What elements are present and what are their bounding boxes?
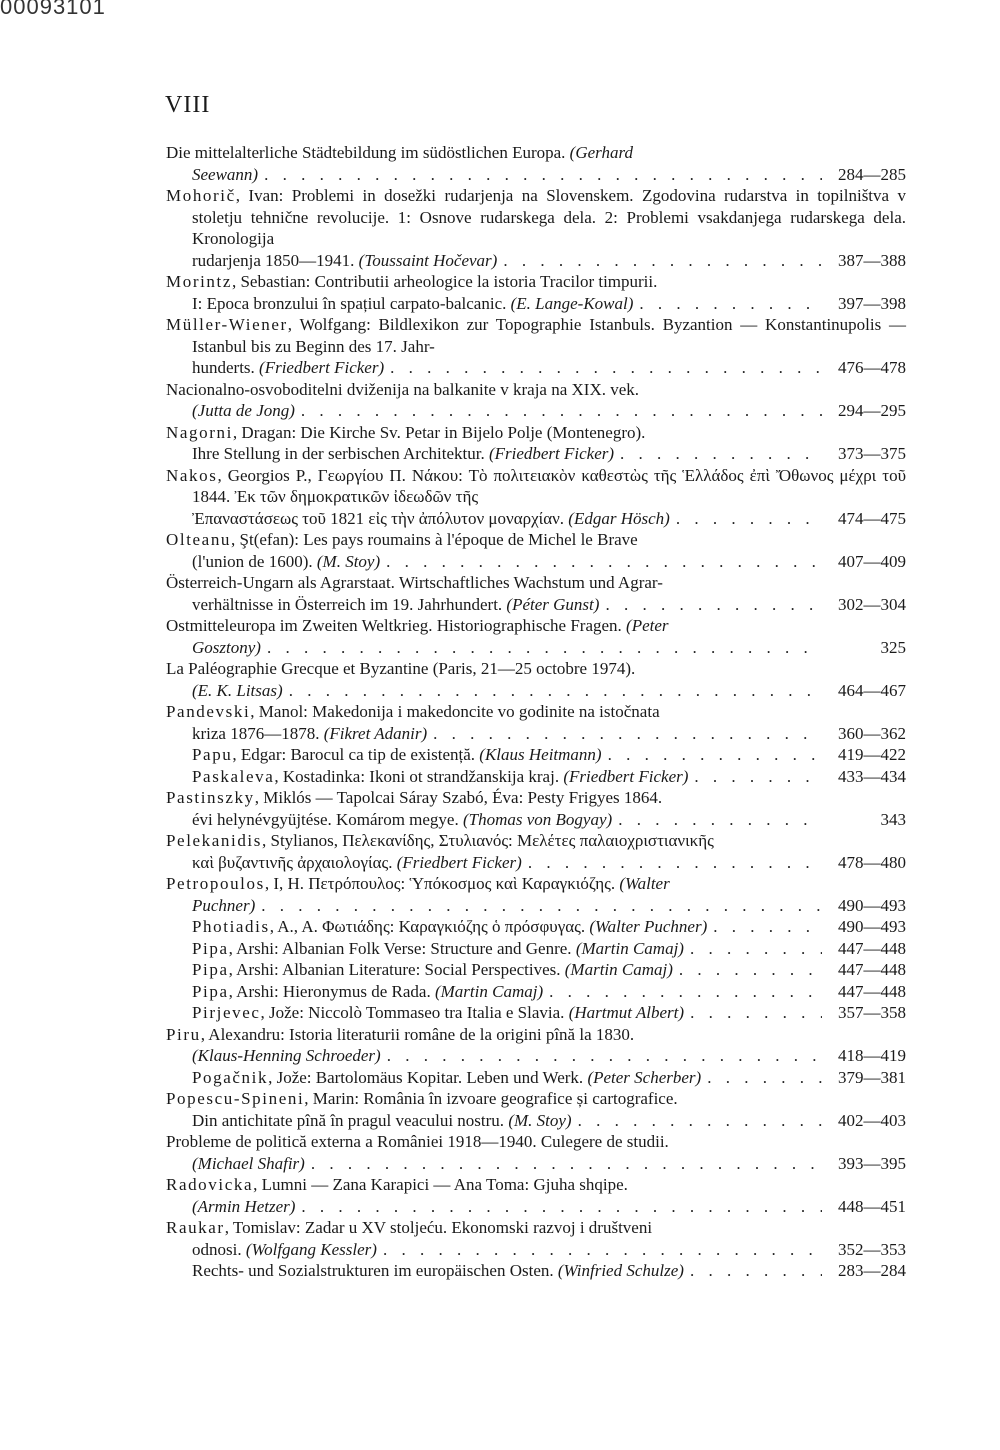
bibliography-entry: [166, 1174, 906, 1217]
entry-line-text: [192, 508, 670, 530]
bibliography-entry: [166, 830, 906, 873]
entry-pages: 402—403: [838, 1110, 906, 1130]
entry-reviewer: (Gerhard: [569, 143, 633, 162]
entry-pages: 490—493: [838, 895, 906, 915]
entry-author: Morintz: [166, 272, 232, 291]
entry-title-text: Nacionalno-osvoboditelni dviženija na balkanite v kraja na XIX. vek.: [166, 379, 640, 399]
entry-line-content: , Kostadinka: Ikoni ot strandžanskija kraj.: [274, 766, 564, 786]
entry-title: [166, 314, 906, 357]
entry-title: [166, 830, 906, 852]
entry-last-line: [192, 1153, 906, 1175]
dot-leaders: [301, 1196, 822, 1218]
bibliography-entry: [166, 185, 906, 271]
entry-line-text: [192, 1067, 701, 1089]
entry-reviewer: Puchner): [192, 895, 256, 915]
entry-reviewer: (Martin Camaj): [575, 938, 684, 958]
entry-title: [166, 379, 906, 401]
entry-title-text: Ostmitteleuropa im Zweiten Weltkrieg. Historiographische Fragen.: [166, 616, 627, 635]
entry-title: [166, 787, 906, 809]
entry-title-text: , Ivan: Problemi in dosežki rudarjenja na Slovenskem. Zgodovina rudarstva in topilništva v stoletju tehnične revolucije. 1: Osnove rudarskega dela. 2: Problemi vsakdanjega rudarskega dela. Kronologija: [192, 186, 906, 248]
entry-title: [166, 422, 906, 444]
bibliography-entry: [166, 787, 906, 830]
entry-line-content: , A., A. Φωτιάδης: Καραγκιόζης ὁ πρόσφυγας.: [269, 917, 590, 936]
scan-id: 00093101: [0, 0, 106, 19]
entry-last-line: [192, 1260, 906, 1282]
entry-pages: 447—448: [838, 981, 906, 1001]
entry-reviewer: (Friedbert Ficker): [488, 444, 615, 463]
entry-title: [166, 1174, 906, 1196]
entry-reviewer: (Friedbert Ficker): [396, 852, 522, 872]
entry-reviewer: (Friedbert Ficker): [259, 358, 385, 377]
entry-author: Photiadis: [192, 917, 270, 936]
entry-author: Nagorni: [166, 422, 233, 442]
entry-title: [166, 1131, 906, 1153]
dot-leaders: [386, 551, 822, 573]
entry-reviewer: (Walter: [619, 874, 670, 893]
entry-pages: 447—448: [838, 960, 906, 979]
bibliography-entry: [166, 658, 906, 701]
entry-title: [166, 873, 906, 895]
bibliography-entry: [166, 1088, 906, 1131]
entry-title-text: , Tomislav: Zadar u XV stoljeću. Ekonomski razvoj i društveni: [224, 1218, 653, 1237]
entry-line-text: [192, 357, 384, 379]
entry-pages: 407—409: [838, 551, 906, 571]
entry-last-line: [192, 1110, 906, 1132]
entry-reviewer: (Klaus Heitmann): [479, 745, 602, 764]
bibliography-entry: [166, 1067, 906, 1089]
entry-pages: 448—451: [838, 1196, 906, 1216]
dot-leaders: [676, 508, 822, 530]
entry-last-line: [192, 680, 906, 702]
dot-leaders: [264, 164, 822, 186]
entry-pages: 387—388: [838, 250, 906, 270]
dot-leaders: [639, 293, 822, 315]
dot-leaders: [528, 852, 822, 874]
entry-title: [166, 1088, 906, 1110]
bibliography-entry: [166, 1217, 906, 1260]
entry-last-line: [192, 400, 906, 422]
entry-last-line: [192, 443, 906, 465]
entry-line-text: [192, 895, 255, 917]
entry-pages: 490—493: [838, 917, 906, 936]
entry-title: [166, 185, 906, 250]
entry-line-content: Ihre Stellung in der serbischen Architektur.: [192, 444, 489, 463]
entry-reviewer: (Armin Hetzer): [192, 1196, 296, 1216]
entry-reviewer: (Martin Camaj): [434, 981, 544, 1001]
entry-title-text: Österreich-Ungarn als Agrarstaat. Wirtschaftliches Wachstum und Agrar-: [166, 573, 663, 592]
entry-line-text: [192, 959, 673, 981]
entry-last-line: [192, 164, 906, 186]
entry-pages: 476—478: [838, 358, 906, 377]
entry-pages: 418—419: [838, 1046, 906, 1065]
entry-line-content: καὶ βυζαντινῆς ἀρχαιολογίας.: [192, 852, 397, 872]
entry-last-line: [192, 508, 906, 530]
entry-line-text: [192, 1110, 572, 1132]
entry-pages: 478—480: [838, 852, 906, 872]
entry-title: [166, 529, 906, 551]
entry-title-text: , Miklós — Tapolcai Sáray Szabó, Éva: Pesty Frigyes 1864.: [254, 788, 663, 807]
dot-leaders: [605, 594, 822, 616]
dot-leaders: [713, 916, 822, 938]
entry-author: Pipa: [192, 938, 229, 958]
entry-line-content: rudarjenja 1850—1941.: [192, 250, 359, 270]
dot-leaders: [620, 443, 822, 465]
entry-title-text: , Manol: Makedonija i makedoncite vo godinite na istočnata: [250, 702, 660, 721]
entry-pages: 284—285: [838, 164, 906, 184]
entry-reviewer: (Peter Scherber): [587, 1067, 702, 1087]
entry-pages: 294—295: [838, 401, 906, 420]
dot-leaders: [618, 809, 822, 831]
entry-line-text: [192, 293, 633, 315]
dot-leaders: [383, 1239, 822, 1261]
entry-line-content: Rechts- und Sozialstrukturen im europäischen Osten.: [192, 1261, 558, 1280]
bibliography-entry: [166, 142, 906, 185]
entry-author: Radovicka: [166, 1175, 254, 1194]
entry-author: Pogačnik: [192, 1067, 269, 1087]
entry-pages: 464—467: [838, 680, 906, 700]
entry-reviewer: (Klaus-Henning Schroeder): [192, 1046, 381, 1065]
entry-line-content: , Jože: Bartolomäus Kopitar. Leben und Werk.: [268, 1067, 588, 1087]
entry-line-text: [192, 594, 599, 616]
entry-reviewer: (M. Stoy): [316, 551, 381, 571]
dot-leaders: [690, 1002, 822, 1024]
dot-leaders: [679, 959, 822, 981]
bibliography-entry: [166, 1260, 906, 1282]
entry-pages: 397—398: [838, 293, 906, 313]
dot-leaders: [301, 400, 822, 422]
entry-pages: 433—434: [838, 766, 906, 786]
entry-pages: 360—362: [838, 723, 906, 743]
entry-title-text: , I, H. Πετρόπουλος: Ὑπόκοσμος καὶ Καραγκιόζης.: [264, 874, 620, 893]
entry-title-text: , Wolfgang: Bildlexikon zur Topographie Istanbuls. Byzantion — Konstantinupolis — Istanbul bis zu Beginn des 17. Jahr-: [192, 315, 906, 356]
entry-line-text: [192, 766, 688, 788]
entry-reviewer: Seewann): [192, 164, 259, 184]
entry-pages: 283—284: [838, 1261, 906, 1280]
entry-line-content: , Edgar: Barocul ca tip de existență.: [232, 745, 480, 764]
entry-last-line: [192, 551, 906, 573]
entry-reviewer: (Peter: [626, 616, 669, 635]
entry-title-text: , Stylianos, Πελεκανίδης, Στυλιανός: Μελέτες παλαιοχριστιανικῆς: [261, 831, 714, 850]
entry-line-content: Din antichitate pînă în pragul veacului nostru.: [192, 1110, 509, 1130]
entry-line-content: hunderts.: [192, 358, 260, 377]
bibliography-entry: [166, 615, 906, 658]
bibliography-entry: [166, 766, 906, 788]
entry-author: Petropoulos: [166, 874, 265, 893]
entry-last-line: [192, 1067, 906, 1089]
entry-pages: 393—395: [838, 1153, 906, 1173]
entry-author: Pipa: [192, 981, 229, 1001]
entry-author: Mohorič: [166, 186, 236, 205]
entry-author: Pirjevec: [192, 1003, 261, 1022]
entry-last-line: [192, 959, 906, 981]
entry-pages: 325: [880, 637, 906, 657]
entry-line-text: [192, 637, 261, 659]
entry-line-text: [192, 400, 295, 422]
entry-author: Pipa: [192, 960, 229, 979]
entry-line-text: [192, 1045, 381, 1067]
entry-line-text: [192, 1196, 295, 1218]
entry-reviewer: (Wolfgang Kessler): [245, 1239, 377, 1259]
bibliography-entry: [166, 465, 906, 530]
entry-last-line: [192, 916, 906, 938]
entry-title: [166, 1217, 906, 1239]
entry-last-line: [192, 744, 906, 766]
entry-reviewer: (Péter Gunst): [506, 594, 600, 614]
bibliography-entry: [166, 916, 906, 938]
entry-author: Papu: [192, 745, 233, 764]
entry-reviewer: (Hartmut Albert): [568, 1003, 685, 1022]
dot-leaders: [289, 680, 822, 702]
entry-line-content: kriza 1876—1878.: [192, 723, 324, 743]
entry-reviewer: Gosztony): [192, 637, 261, 657]
entry-last-line: [192, 1196, 906, 1218]
entry-line-content: odnosi.: [192, 1239, 246, 1259]
bibliography-list: [166, 142, 906, 1282]
entry-line-text: [192, 680, 283, 702]
entry-title: [166, 142, 906, 164]
entry-author: Pastinszky: [166, 788, 255, 807]
entry-last-line: [192, 594, 906, 616]
entry-line-text: [192, 809, 612, 831]
entry-title-text: Die mittelalterliche Städtebildung im südöstlichen Europa.: [166, 143, 570, 162]
entry-title-text: , Alexandru: Istoria literaturii române de la origini pînă la 1830.: [200, 1024, 635, 1044]
dot-leaders: [690, 1260, 822, 1282]
entry-pages: 474—475: [838, 508, 906, 528]
bibliography-entry: [166, 314, 906, 379]
entry-title-text: , Marin: România în izvoare geografice și cartografice.: [304, 1089, 678, 1108]
entry-author: Piru: [166, 1024, 201, 1044]
entry-line-text: [192, 443, 614, 465]
bibliography-entry: [166, 379, 906, 422]
bibliography-entry: [166, 572, 906, 615]
entry-author: Raukar: [166, 1218, 225, 1237]
bibliography-entry: [166, 1002, 906, 1024]
dot-leaders: [549, 981, 822, 1003]
entry-title: [166, 1024, 906, 1046]
dot-leaders: [608, 744, 822, 766]
entry-reviewer: (E. Lange-Kowal): [510, 293, 634, 313]
entry-last-line: [192, 766, 906, 788]
dot-leaders: [311, 1153, 822, 1175]
entry-reviewer: (Winfried Schulze): [557, 1261, 684, 1280]
entry-last-line: [192, 895, 906, 917]
entry-line-content: évi helynévgyüjtése. Komárom megye.: [192, 809, 463, 829]
dot-leaders: [390, 357, 822, 379]
entry-reviewer: (Toussaint Hočevar): [358, 250, 498, 270]
entry-author: Olteanu: [166, 530, 232, 549]
entry-title: [166, 271, 906, 293]
entry-reviewer: (Fikret Adanir): [323, 723, 428, 743]
dot-leaders: [503, 250, 822, 272]
entry-line-text: [192, 250, 497, 272]
entry-line-content: verhältnisse in Österreich im 19. Jahrhundert.: [192, 594, 507, 614]
entry-line-text: [192, 551, 380, 573]
bibliography-entry: [166, 873, 906, 916]
entry-author: Paskaleva: [192, 766, 275, 786]
entry-pages: 302—304: [838, 594, 906, 614]
bibliography-entry: [166, 981, 906, 1003]
entry-title-text: , Dragan: Die Kirche Sv. Petar in Bijelo Polje (Montenegro).: [232, 422, 646, 442]
entry-title-text: , Şt(efan): Les pays roumains à l'époque de Michel le Brave: [231, 530, 638, 549]
bibliography-entry: [166, 701, 906, 744]
entry-title: [166, 465, 906, 508]
dot-leaders: [261, 895, 822, 917]
page-number: VIII: [165, 92, 211, 118]
entry-reviewer: (Thomas von Bogyay): [462, 809, 613, 829]
bibliography-entry: [166, 422, 906, 465]
entry-reviewer: (Martin Camaj): [564, 960, 673, 979]
entry-author: Pelekanidis: [166, 831, 262, 850]
entry-last-line: [192, 1002, 906, 1024]
entry-line-text: [192, 744, 602, 766]
entry-last-line: [192, 1045, 906, 1067]
entry-reviewer: (Jutta de Jong): [192, 401, 295, 420]
entry-line-text: [192, 916, 707, 938]
entry-line-text: [192, 1239, 377, 1261]
bibliography-entry: [166, 938, 906, 960]
entry-author: Nakos: [166, 465, 218, 485]
dot-leaders: [707, 1067, 822, 1089]
entry-pages: 343: [880, 809, 906, 829]
entry-line-content: , Arshi: Albanian Literature: Social Perspectives.: [228, 960, 565, 979]
entry-last-line: [192, 938, 906, 960]
entry-title-text: Probleme de politică externa a României 1918—1940. Culegere de studii.: [166, 1132, 669, 1151]
entry-reviewer: (Friedbert Ficker): [563, 766, 689, 786]
entry-title: [166, 701, 906, 723]
entry-last-line: [192, 981, 906, 1003]
entry-last-line: [192, 293, 906, 315]
bibliography-entry: [166, 744, 906, 766]
entry-pages: 373—375: [838, 444, 906, 463]
bibliography-entry: [166, 1024, 906, 1067]
entry-last-line: [192, 809, 906, 831]
entry-title-text: La Paléographie Grecque et Byzantine (Paris, 21—25 octobre 1974).: [166, 659, 636, 678]
entry-author: Pandevski: [166, 702, 251, 721]
entry-reviewer: (M. Stoy): [508, 1110, 572, 1130]
entry-line-content: , Jože: Niccolò Tommaseo tra Italia e Slavia.: [260, 1003, 569, 1022]
entry-last-line: [192, 637, 906, 659]
entry-line-content: Ἐπαναστάσεως τοῦ 1821 εἰς τὴν ἀπόλυτον μοναρχίαν.: [192, 508, 569, 528]
entry-line-text: [192, 1260, 684, 1282]
entry-title-text: , Lumni — Zana Karapici — Ana Toma: Gjuha shqipe.: [253, 1175, 628, 1194]
entry-line-text: [192, 1153, 305, 1175]
entry-last-line: [192, 1239, 906, 1261]
entry-reviewer: (Edgar Hösch): [568, 508, 670, 528]
entry-title-text: , Sebastian: Contributii arheologice la istoria Tracilor timpurii.: [231, 272, 658, 291]
entry-line-text: [192, 164, 258, 186]
entry-last-line: [192, 723, 906, 745]
bibliography-entry: [166, 271, 906, 314]
entry-author: Popescu-Spineni: [166, 1089, 305, 1108]
dot-leaders: [578, 1110, 822, 1132]
bibliography-entry: [166, 529, 906, 572]
entry-title: [166, 658, 906, 680]
entry-line-text: [192, 981, 543, 1003]
entry-reviewer: (Michael Shafir): [192, 1153, 305, 1173]
entry-reviewer: (E. K. Litsas): [192, 680, 283, 700]
entry-line-text: [192, 1002, 684, 1024]
dot-leaders: [267, 637, 822, 659]
entry-line-content: , Arshi: Hieronymus de Rada.: [228, 981, 435, 1001]
entry-title-text: , Georgios P., Γεωργίου Π. Νάκου: Τὸ πολιτειακὸν καθεστὼς τῆς Ἑλλάδος ἐπὶ Ὄθωνος μέχρι τοῦ 1844. Ἐκ τῶν δημοκρατικῶν ἰδεωδῶν τῆς: [192, 465, 906, 506]
entry-line-text: [192, 852, 522, 874]
entry-line-text: [192, 938, 684, 960]
entry-pages: 352—353: [838, 1239, 906, 1259]
entry-author: Müller-Wiener: [166, 315, 288, 334]
dot-leaders: [433, 723, 822, 745]
entry-last-line: [192, 852, 906, 874]
entry-pages: 357—358: [838, 1003, 906, 1022]
entry-pages: 379—381: [838, 1067, 906, 1087]
dot-leaders: [694, 766, 822, 788]
entry-line-content: , Arshi: Albanian Folk Verse: Structure and Genre.: [228, 938, 576, 958]
entry-line-content: (l'union de 1600).: [192, 551, 317, 571]
entry-last-line: [192, 357, 906, 379]
entry-title: [166, 615, 906, 637]
bibliography-entry: [166, 1131, 906, 1174]
entry-line-text: [192, 723, 427, 745]
dot-leaders: [690, 938, 822, 960]
entry-pages: 419—422: [838, 745, 906, 764]
entry-pages: 447—448: [838, 938, 906, 958]
entry-line-content: I: Epoca bronzului în spațiul carpato-balcanic.: [192, 293, 511, 313]
entry-reviewer: (Walter Puchner): [589, 917, 708, 936]
dot-leaders: [387, 1045, 822, 1067]
entry-last-line: [192, 250, 906, 272]
bibliography-entry: [166, 959, 906, 981]
entry-title: [166, 572, 906, 594]
